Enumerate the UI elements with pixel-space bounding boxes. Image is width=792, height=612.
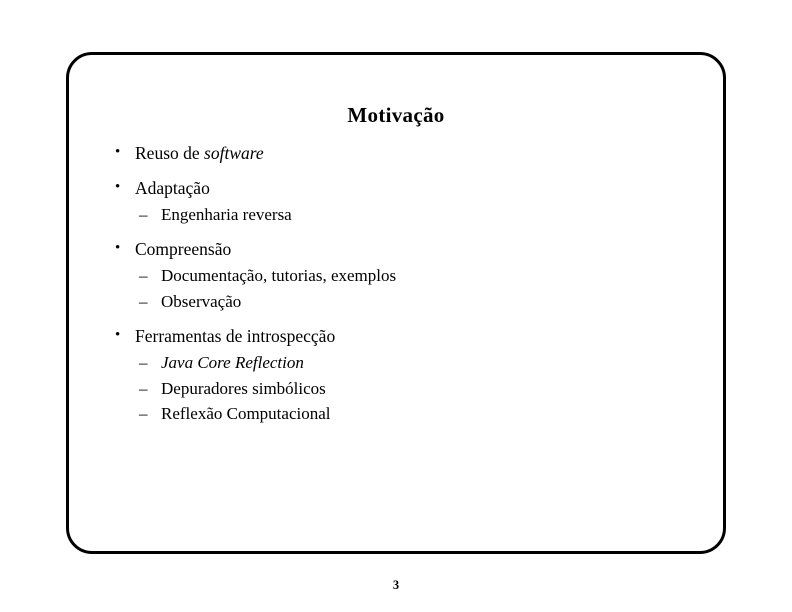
bullet-list bbox=[107, 143, 693, 424]
sub-list-item bbox=[135, 353, 693, 373]
sub-list-item-text: Engenharia reversa bbox=[161, 205, 292, 224]
list-item-text bbox=[135, 239, 231, 259]
sub-list-item bbox=[135, 404, 693, 424]
text-italic: software bbox=[204, 143, 264, 163]
bullet-icon: • bbox=[115, 240, 121, 257]
text-italic: Java Core Reflection bbox=[161, 353, 304, 373]
text-plain: Ferramentas de introspecção bbox=[135, 326, 336, 347]
dash-icon: – bbox=[139, 266, 148, 286]
sub-list-item-text: Observação bbox=[161, 291, 242, 311]
list-item bbox=[107, 326, 693, 424]
dash-icon: – bbox=[139, 378, 148, 398]
text-plain: Reuso de bbox=[135, 143, 205, 163]
sub-list bbox=[135, 205, 693, 225]
sub-list-item-text: Reflexão Computacional bbox=[161, 403, 331, 423]
list-item-text bbox=[135, 178, 210, 198]
text-plain: Adaptação bbox=[135, 178, 210, 198]
page-number: 3 bbox=[392, 578, 400, 592]
list-item bbox=[107, 143, 693, 164]
bullet-icon: • bbox=[115, 144, 121, 160]
sub-list-item bbox=[135, 379, 693, 399]
list-item-text bbox=[135, 326, 335, 346]
slide-title: Motivação bbox=[347, 103, 445, 127]
sub-list-item bbox=[135, 292, 693, 312]
sub-list-item-text: Depuradores simbólicos bbox=[161, 378, 326, 398]
slide-content bbox=[107, 143, 693, 430]
sub-list bbox=[135, 353, 693, 424]
list-item-text bbox=[135, 143, 264, 163]
sub-list-item-text bbox=[161, 353, 304, 372]
bullet-icon: • bbox=[115, 179, 121, 195]
sub-list-item-text: Documentação, tutorias, exemplos bbox=[161, 266, 397, 286]
list-item bbox=[107, 239, 693, 312]
dash-icon: – bbox=[139, 291, 148, 311]
list-item bbox=[107, 178, 693, 225]
dash-icon: – bbox=[139, 205, 148, 224]
text-plain: Compreensão bbox=[135, 239, 232, 260]
sub-list-item bbox=[135, 205, 693, 225]
dash-icon: – bbox=[139, 353, 148, 373]
sub-list-item bbox=[135, 266, 693, 286]
sub-list bbox=[135, 266, 693, 312]
bullet-icon: • bbox=[115, 327, 121, 344]
dash-icon: – bbox=[139, 403, 148, 423]
slide-frame bbox=[66, 52, 726, 554]
